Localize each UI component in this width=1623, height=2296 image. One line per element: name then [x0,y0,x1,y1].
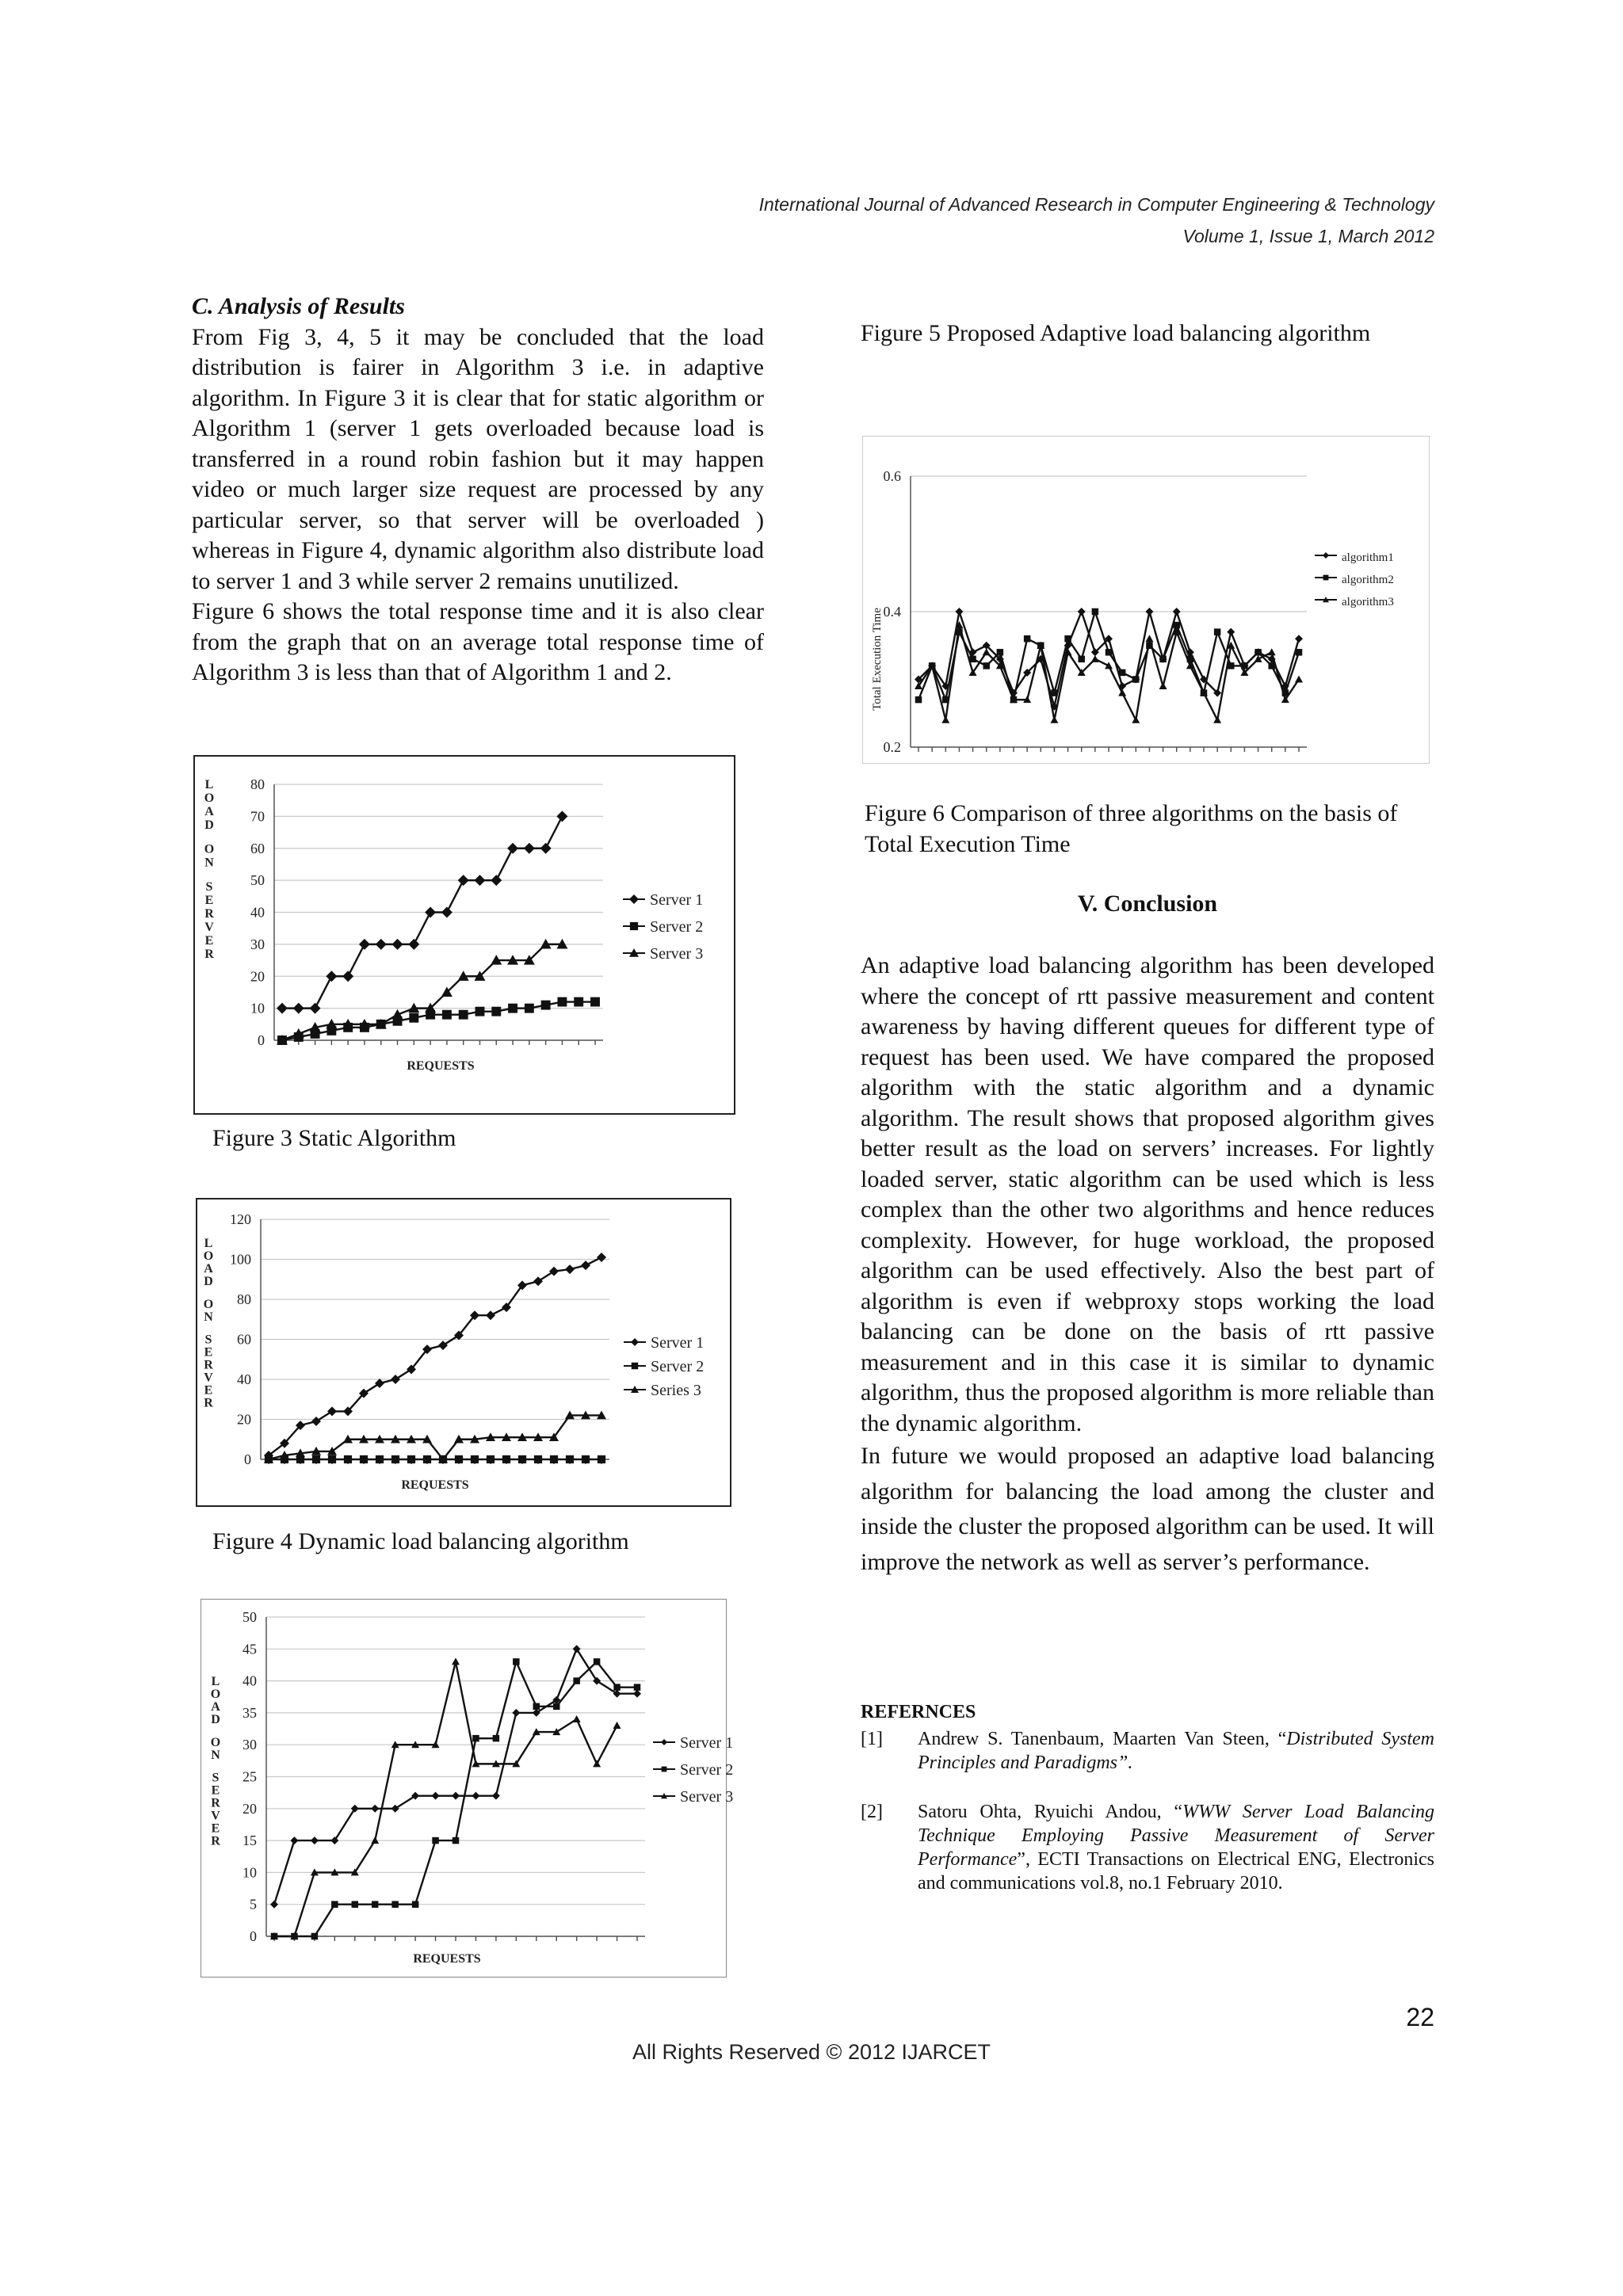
data-point [455,1455,463,1463]
y-axis-label-char: O [210,1735,221,1749]
data-point [1092,608,1099,616]
figure-6-chart [862,436,1430,764]
data-point [409,1013,418,1023]
data-point [344,1455,352,1463]
figure-4-chart [196,1198,731,1507]
legend-label: algorithm1 [1342,551,1394,564]
series-line-server-3 [274,1661,617,1936]
data-point [376,939,387,950]
data-point [372,1901,379,1908]
data-point [1051,689,1058,696]
section-title: C. Analysis of Results [192,293,405,319]
data-point [1173,622,1180,629]
data-point [566,1455,574,1463]
data-point [492,1792,500,1800]
figure-5-caption [861,318,1434,349]
y-axis-label-char: O [203,1297,214,1311]
y-tick-label: 20 [242,1800,257,1817]
y-tick-label: 5 [250,1896,257,1913]
y-axis-label: Total Execution Time [871,608,884,711]
data-point [471,1455,479,1463]
data-point [540,843,552,854]
reference-2-title: WWW Server Load Balancing Technique Employing Passive Measurement of Server Performance [918,1802,1435,1870]
legend-label: Server 2 [680,1761,734,1779]
conclusion-body [861,951,1434,1580]
y-tick-label: 40 [250,904,265,921]
y-tick-label: 80 [237,1291,251,1307]
reference-1-title: Distributed System Principles and Paradigms”. [918,1729,1434,1773]
data-point [371,1805,379,1813]
y-tick-label: 15 [242,1833,257,1849]
data-point [533,1703,540,1711]
data-point [1078,608,1086,616]
y-axis-label-char: S [204,1333,212,1347]
y-tick-label: 40 [242,1672,257,1689]
legend-marker [1323,552,1329,559]
data-point [360,1455,368,1463]
data-point [915,696,922,704]
data-point [293,1003,304,1014]
legend-marker [629,894,639,904]
y-axis-label-char: D [211,1713,220,1726]
y-tick-label: 70 [250,808,265,825]
data-point [290,1836,298,1844]
page-number: 22 [1406,2003,1434,2031]
data-point [475,1007,485,1016]
y-axis-label-char: S [205,880,213,894]
data-point [1295,676,1303,683]
y-axis-label-char: D [204,1275,213,1288]
data-point [597,1253,606,1262]
y-axis-label-char: E [211,1821,220,1836]
data-point [442,1010,452,1020]
data-point [1091,655,1099,662]
data-point [1295,635,1303,643]
y-axis-label-char: V [204,921,214,935]
data-point [312,1455,320,1463]
data-point [486,1310,495,1320]
data-point [474,875,485,886]
data-point [1050,716,1058,723]
data-point [392,939,403,950]
legend-label: Server 1 [651,1334,705,1352]
y-tick-label: 0.6 [883,468,901,484]
data-point [983,662,990,669]
data-point [1145,608,1153,616]
data-point [432,1837,439,1844]
y-tick-label: 20 [250,968,265,985]
data-point [1106,649,1113,656]
data-point [553,1703,560,1711]
y-axis-label-char: O [210,1688,221,1701]
figure-6-caption-text: Figure 6 Comparison of three algorithms on the basis of Total Execution Time [865,800,1398,857]
legend-label: Server 2 [651,1358,705,1375]
data-point [1145,635,1153,642]
data-point [556,810,567,822]
data-point [472,1792,479,1800]
data-point [311,1836,319,1844]
data-point [391,1901,399,1908]
legend-label: Server 1 [680,1734,734,1752]
series-line-algorithm2 [918,612,1299,700]
data-point [997,649,1004,656]
data-point [533,1276,543,1286]
data-point [438,1341,448,1350]
y-tick-label: 30 [242,1737,257,1753]
conclusion-paragraph-1: An adaptive load balancing algorithm has been developed where the concept of rtt passive measurement and content awareness by having different queues for different type of request has been used. We have compared the proposed algorithm with the static algorithm and a dynamic algorithm. The result shows that proposed algorithm gives better result as the load on servers’ increases. For lightly loaded server, static algorithm can be used which is less complex than the other two algorithms and hence reduces complexity. However, for huge workload, the proposed algorithm can be used effectively. Also the best part of algorithm is even if webproxy stops working the load balancing can be done on the basis of rtt passive measurement and in this case it is similar to dynamic algorithm, thus the proposed algorithm is more reliable than the dynamic algorithm. [861,952,1434,1436]
y-tick-label: 100 [230,1251,251,1268]
y-axis-label-char: L [204,778,214,791]
data-point [1159,656,1167,663]
data-point [598,1455,605,1463]
data-point [331,1901,338,1908]
y-tick-label: 20 [237,1411,251,1428]
y-axis-label-char: R [211,1796,220,1810]
y-tick-label: 50 [250,872,265,889]
data-point [550,1455,558,1463]
y-tick-label: 40 [237,1371,251,1387]
legend-marker [662,1767,667,1772]
figure-3-chart [193,755,735,1115]
legend-marker [631,1338,639,1346]
data-point [452,1657,460,1665]
data-point [593,1760,601,1767]
data-point [328,1455,336,1463]
reference-1-authors: Andrew S. Tanenbaum, Maarten Van Steen, “ [918,1729,1287,1749]
data-point [311,1933,319,1940]
y-tick-label: 35 [242,1704,257,1721]
y-axis-label-char: E [204,1383,213,1398]
y-axis-label-char: L [204,1237,213,1250]
y-axis-label-char: V [211,1809,220,1823]
data-point [557,997,567,1007]
y-axis-label-char: R [204,1396,213,1410]
y-tick-label: 10 [242,1864,257,1881]
data-point [512,1709,520,1717]
journal-volume: Volume 1, Issue 1, March 2012 [1182,226,1434,246]
data-point [493,1735,500,1742]
analysis-paragraph-1: From Fig 3, 4, 5 it may be concluded that the load distribution is fairer in Algorithm 3 i.e. in adaptive algorithm. In Figure 3 it is clear that for static algorithm or Algorithm 1 (server 1 gets overloaded because load is transferred in a round robin fashion but it may happen video or much larger size request are processed by any particular server, so that server will be overloaded ) whereas in Figure 4, dynamic algorithm also distribute load to server 1 and 3 while server 2 remains unutilized. [192,323,764,594]
legend-label: algorithm3 [1342,596,1394,608]
data-point [507,843,518,854]
y-tick-label: 25 [242,1768,257,1785]
legend-label: Server 2 [650,918,704,936]
data-point [375,1379,384,1388]
y-tick-label: 0 [244,1451,251,1467]
data-point [633,1690,641,1698]
data-point [524,843,535,854]
data-point [1132,676,1140,683]
y-axis-label-char: A [204,805,214,818]
y-tick-label: 30 [250,936,265,952]
data-point [491,875,502,886]
data-point [594,1658,601,1665]
data-point [613,1722,621,1729]
data-point [941,716,949,723]
data-point [1078,656,1085,663]
data-point [573,1715,581,1722]
data-point [277,1003,288,1014]
y-tick-label: 120 [230,1211,251,1227]
legend-label: Server 3 [680,1788,734,1806]
reference-1-number: [1] [861,1729,883,1749]
y-axis-label-char: O [204,842,215,856]
data-point [270,1901,278,1909]
data-point [326,971,337,982]
data-point [432,1792,440,1800]
y-axis-label-char: E [204,1345,213,1360]
data-point [1159,682,1167,689]
y-tick-label: 0 [250,1928,257,1944]
y-axis-label-char: A [211,1700,220,1714]
x-axis-label: REQUESTS [413,1952,481,1966]
data-point [458,875,469,886]
y-tick-label: 0 [258,1032,265,1048]
data-point [487,1455,495,1463]
figure-6-caption [865,799,1435,860]
data-point [1173,608,1181,616]
data-point [453,1837,460,1844]
data-point [391,1455,399,1463]
data-point [502,1455,510,1463]
conclusion-paragraph-2: In future we would proposed an adaptive load balancing algorithm for balancing the load among the cluster and inside the cluster the proposed algorithm can be used. It will improve the network as well as server’s performance. [861,1443,1434,1575]
legend-label: Series 3 [651,1382,701,1399]
figure-4-caption: Figure 4 Dynamic load balancing algorithm [212,1528,629,1554]
data-point [525,1004,534,1013]
data-point [1268,648,1276,655]
y-tick-label: 60 [250,840,265,856]
x-axis-label: REQUESTS [407,1059,475,1073]
data-point [1064,635,1071,643]
data-point [1227,628,1235,636]
y-tick-label: 10 [250,1000,265,1016]
copyright-footer: All Rights Reserved © 2012 IJARCET [632,2040,991,2064]
data-point [408,939,419,950]
y-tick-label: 60 [237,1331,251,1348]
data-point [359,939,370,950]
data-point [574,997,583,1007]
data-point [518,1455,526,1463]
y-axis-label-char: A [204,1262,213,1276]
data-point [534,1455,542,1463]
y-axis-label-char: N [204,1310,213,1324]
data-point [327,1406,337,1416]
y-axis-label-char: N [204,856,214,870]
y-axis-label-char: R [211,1834,220,1848]
legend-label: algorithm2 [1342,574,1394,586]
data-point [955,608,963,616]
legend-marker [630,922,638,930]
legend-label: Server 3 [650,945,704,963]
legend-marker [1323,575,1329,581]
data-point [1132,716,1140,723]
y-axis-label-char: R [204,907,214,921]
y-axis-label-char: S [212,1771,220,1785]
series-line-server-1 [269,1257,601,1455]
data-point [459,1010,468,1020]
references-heading: REFERNCES [861,1702,976,1722]
legend-marker [632,1363,639,1370]
data-point [412,1901,419,1908]
data-point [1118,689,1126,696]
data-point [472,1735,479,1742]
data-point [549,1267,559,1276]
analysis-section [192,292,764,688]
data-point [423,1455,431,1463]
reference-2-number: [2] [861,1802,883,1822]
analysis-paragraph-2: Figure 6 shows the total response time and it is also clear from the graph that on an average total response time of Algorithm 3 is less than that of Algorithm 1 and 2. [192,598,764,685]
data-point [311,1417,321,1426]
x-axis-label: REQUESTS [401,1478,469,1492]
legend-marker [661,1739,667,1745]
reference-1 [861,1727,1434,1776]
data-point [508,1004,517,1013]
data-point [1213,716,1221,723]
y-axis-label-char: E [204,934,214,948]
data-point [352,1901,359,1908]
y-axis-label-char: R [204,948,214,962]
data-point [376,1455,384,1463]
data-point [391,1375,400,1384]
data-point [581,1261,590,1270]
data-point [613,1684,621,1691]
data-point [441,907,453,918]
data-point [565,1264,575,1274]
data-point [342,971,353,982]
figure-5-caption-text: Figure 5 Proposed Adaptive load balancing algorithm [861,320,1371,346]
data-point [634,1684,641,1691]
data-point [1024,635,1031,643]
y-axis-label-char: D [204,818,214,832]
data-point [1254,649,1262,656]
data-point [310,1003,321,1014]
data-point [491,1007,501,1016]
y-tick-label: 45 [242,1641,257,1657]
conclusion-heading: V. Conclusion [1077,891,1218,917]
y-axis-label-char: V [204,1371,213,1385]
figure-5-chart [200,1599,734,1978]
legend-label: Server 1 [650,891,704,909]
reference-2-authors: Satoru Ohta, Ryuichi Andou, “ [918,1802,1183,1822]
data-point [573,1677,580,1684]
data-point [590,997,600,1007]
y-tick-label: 50 [242,1609,257,1625]
data-point [541,1001,551,1010]
y-axis-label-char: R [204,1358,213,1372]
data-point [407,1455,415,1463]
figure-3-caption: Figure 3 Static Algorithm [212,1125,456,1151]
data-point [513,1658,520,1665]
data-point [452,1792,460,1800]
data-point [1119,669,1126,677]
y-tick-label: 0.4 [883,604,901,620]
y-axis-label-char: O [203,1249,214,1263]
y-axis-label-char: O [204,791,215,805]
y-tick-label: 80 [250,776,265,792]
reference-2 [861,1800,1434,1899]
data-point [582,1455,590,1463]
y-tick-label: 0.2 [883,739,901,755]
data-point [1296,649,1303,656]
data-point [1214,628,1221,635]
y-axis-label-char: N [211,1748,220,1762]
journal-title: International Journal of Advanced Research in Computer Engineering & Technology [758,194,1434,215]
data-point [425,907,436,918]
y-axis-label-char: E [211,1783,220,1798]
reference-2-rest: ”, ECTI Transactions on Electrical ENG, Electronics and communications vol.8, no.1 February 2010. [918,1849,1434,1894]
y-axis-label-char: E [204,894,214,908]
y-axis-label-char: L [211,1675,220,1688]
